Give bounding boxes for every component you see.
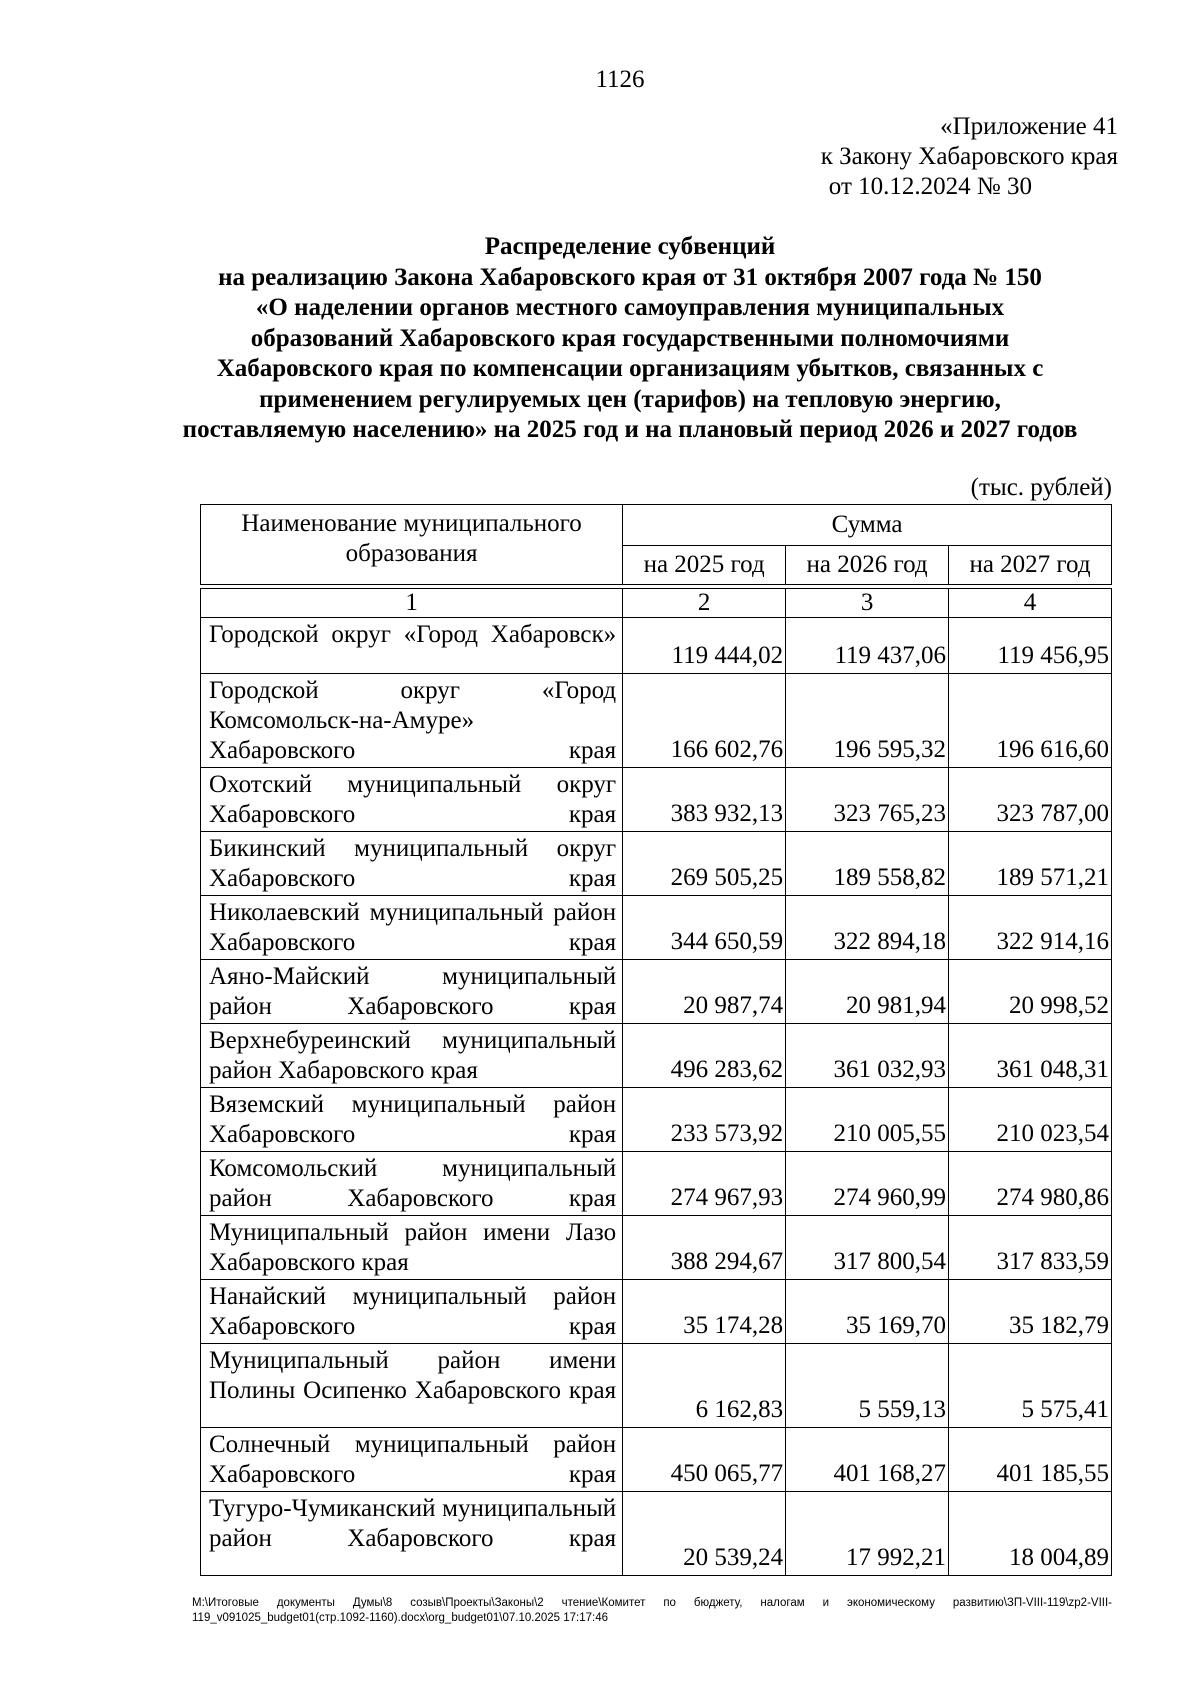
amount-2025: 274 967,93: [623, 1152, 786, 1216]
column-number: 3: [786, 589, 949, 618]
amount-2026: 5 559,13: [786, 1344, 949, 1428]
amount-2027: 401 185,55: [949, 1428, 1112, 1492]
title-line: на реализацию Закона Хабаровского края от 31 октября 2007 года № 150: [218, 263, 1042, 291]
municipality-name: Тугуро-Чумиканский муниципальный район Хабаровского края: [201, 1492, 623, 1576]
table-row: [201, 1428, 1112, 1492]
amount-2026: 322 894,18: [786, 896, 949, 960]
amount-2026: 35 169,70: [786, 1280, 949, 1344]
file-path-footer: M:\Итоговые документы Думы\8 созыв\Проекты\Законы\2 чтение\Комитет по бюджету, налогам и экономическому развитию\ЗП-VIII-119\zp2-VIII-119_v091025_budget01(стр.1092-1160).docx\org_budget01\07.10.2025 17:17:46: [192, 1597, 1112, 1624]
header-year-2027: на 2027 год: [949, 546, 1112, 585]
amount-2025: 233 573,92: [623, 1088, 786, 1152]
amount-2026: 317 800,54: [786, 1216, 949, 1280]
table-row: [201, 618, 1112, 674]
amount-2027: 274 980,86: [949, 1152, 1112, 1216]
amount-2025: 388 294,67: [623, 1216, 786, 1280]
municipality-name: Николаевский муниципальный район Хабаровского края: [201, 896, 623, 960]
title-line: Распределение субвенций: [484, 233, 776, 260]
amount-2027: 35 182,79: [949, 1280, 1112, 1344]
amount-2025: 383 932,13: [623, 768, 786, 832]
title-line: поставляемую населению» на 2025 год и на плановый период 2026 и 2027 годов: [182, 416, 1078, 443]
amount-2025: 344 650,59: [623, 896, 786, 960]
municipality-name: Комсомольский муниципальный район Хабаровского края: [201, 1152, 623, 1216]
municipality-name: Бикинский муниципальный округ Хабаровского края: [201, 832, 623, 896]
column-number: 2: [623, 589, 786, 618]
amount-2027: 20 998,52: [949, 960, 1112, 1024]
amount-2025: 450 065,77: [623, 1428, 786, 1492]
table-row: [201, 768, 1112, 832]
amount-2027: 119 456,95: [949, 618, 1112, 674]
amount-2027: 18 004,89: [949, 1492, 1112, 1576]
amount-2025: 496 283,62: [623, 1024, 786, 1088]
amount-2027: 322 914,16: [949, 896, 1112, 960]
amount-2027: 361 048,31: [949, 1024, 1112, 1088]
table-row: [201, 1216, 1112, 1280]
amount-2025: 20 987,74: [623, 960, 786, 1024]
municipality-name: Верхнебуреинский муниципальный район Хабаровского края: [201, 1024, 623, 1088]
column-number: 1: [201, 589, 623, 618]
amount-2026: 17 992,21: [786, 1492, 949, 1576]
appendix-line-3: от 10.12.2024 № 30: [828, 173, 1032, 200]
municipality-name: Охотский муниципальный округ Хабаровского края: [201, 768, 623, 832]
amount-2026: 20 981,94: [786, 960, 949, 1024]
header-municipality: Наименование муниципального образования: [201, 505, 623, 585]
subsidy-table: [200, 504, 1112, 1576]
table-row: [201, 1024, 1112, 1088]
title-line: образований Хабаровского края государственными полномочиями: [250, 324, 1010, 352]
amount-2026: 361 032,93: [786, 1024, 949, 1088]
municipality-name: Городской округ «Город Хабаровск»: [201, 618, 623, 674]
title-line: применением регулируемых цен (тарифов) на тепловую энергию,: [259, 385, 1001, 413]
municipality-name: Солнечный муниципальный район Хабаровского края: [201, 1428, 623, 1492]
table-row: [201, 1344, 1112, 1428]
amount-2027: 323 787,00: [949, 768, 1112, 832]
municipality-name: Аяно-Майский муниципальный район Хабаровского края: [201, 960, 623, 1024]
appendix-reference: [821, 112, 1118, 202]
municipality-name: Вяземский муниципальный район Хабаровского края: [201, 1088, 623, 1152]
municipality-name: Нанайский муниципальный район Хабаровского края: [201, 1280, 623, 1344]
amount-2026: 189 558,82: [786, 832, 949, 896]
document-title: [150, 232, 1110, 446]
appendix-line-2: к Закону Хабаровского края: [820, 143, 1118, 170]
header-year-2025: на 2025 год: [623, 546, 786, 585]
column-number: 4: [949, 589, 1112, 618]
amount-2026: 210 005,55: [786, 1088, 949, 1152]
municipality-name: Муниципальный район имени Полины Осипенко Хабаровского края: [201, 1344, 623, 1428]
table-row: [201, 896, 1112, 960]
table-row: [201, 1088, 1112, 1152]
municipality-name: Городской округ «Город Комсомольск-на-Амуре» Хабаровского края: [201, 674, 623, 768]
amount-2025: 35 174,28: [623, 1280, 786, 1344]
amount-2026: 119 437,06: [786, 618, 949, 674]
table-row: [201, 832, 1112, 896]
amount-2026: 401 168,27: [786, 1428, 949, 1492]
amount-2027: 210 023,54: [949, 1088, 1112, 1152]
amount-2027: 189 571,21: [949, 832, 1112, 896]
page-number: 1126: [595, 66, 645, 93]
table-row: [201, 1280, 1112, 1344]
title-line: Хабаровского края по компенсации организациям убытков, связанных с: [216, 355, 1044, 382]
table-row: [201, 674, 1112, 768]
municipality-name: Муниципальный район имени Лазо Хабаровского края: [201, 1216, 623, 1280]
table-row: [201, 960, 1112, 1024]
table-row: [201, 1152, 1112, 1216]
amount-2027: 5 575,41: [949, 1344, 1112, 1428]
amount-2027: 317 833,59: [949, 1216, 1112, 1280]
amount-2026: 196 595,32: [786, 674, 949, 768]
amount-2025: 20 539,24: [623, 1492, 786, 1576]
amount-2027: 196 616,60: [949, 674, 1112, 768]
amount-2025: 269 505,25: [623, 832, 786, 896]
column-number-row: [201, 589, 1112, 618]
amount-2026: 274 960,99: [786, 1152, 949, 1216]
amount-2026: 323 765,23: [786, 768, 949, 832]
header-year-2026: на 2026 год: [786, 546, 949, 585]
table-row: [201, 1492, 1112, 1576]
amount-2025: 166 602,76: [623, 674, 786, 768]
amount-2025: 119 444,02: [623, 618, 786, 674]
appendix-line-1: «Приложение 41: [940, 113, 1118, 140]
amount-2025: 6 162,83: [623, 1344, 786, 1428]
title-line: «О наделении органов местного самоуправления муниципальных: [255, 294, 1005, 321]
unit-label: (тыс. рублей): [970, 474, 1112, 501]
header-sum: Сумма: [623, 505, 1112, 546]
